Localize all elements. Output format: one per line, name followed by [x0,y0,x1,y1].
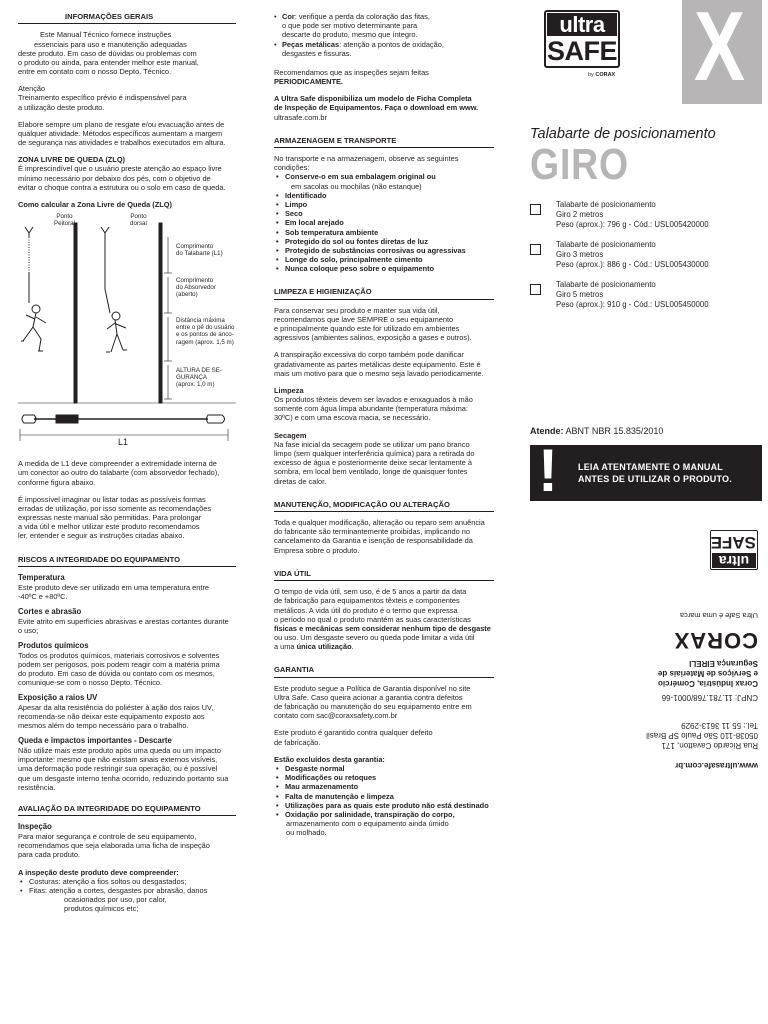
l1-paragraph: A medida de L1 deve compreender a extremidade interna de um conector ao outro do talabarte (com absorvedor fechado), conforme figura abaixo. [18,459,220,487]
queda-text: Não utilize mais este produto após uma queda ou um impacto importante: mesmo que não existam sinais externos visíveis, uma deformação pode restringir sua operação, ou é possível que um desgaste interno tenha ocorrido, reduzindo portanto sua resistência. [18,746,229,792]
vida-util-text: O tempo de vida útil, sem uso, é de 5 anos a partir da data de fabricação para equipamentos têxteis e componentes metálicos. A vida útil do produto é o termo que expressa o período no qual o produto mantém as suas características físicas e mecânicas sem considerar nenhum tipo de desgaste ou uso. Um desgaste severo ou queda pode limitar a vida útil a uma única utilização. [274,587,491,652]
inspecao-title: Inspeção [18,822,52,832]
logo-safe: SAFE [547,36,618,66]
anchor-icon-right [101,227,109,237]
option-checkbox[interactable] [530,244,541,255]
column-2 [274,12,494,837]
manutencao-text: Toda e qualquer modificação, alteração ou reparo sem anuência do fabricante são terminantemente proibidas, implicando no cancelamento da Garantia e isenção de responsabilidade da Empresa sobre o produto. [274,518,485,555]
atende-line: Atende: ABNT NBR 15.835/2010 [530,426,664,436]
label-ponto-dorsal: Ponto dorsal [130,213,147,228]
x-panel [682,0,762,104]
inspection-items: • Cor: verifique a perda da coloração das fitas, o que pode ser motivo determinante para descarte do produto, mesmo que íntegro. • Peças metálicas: atenção a pontos de oxidação, desgastes e fissuras. [274,12,444,58]
big-x-letter: X [694,0,745,101]
periodic-paragraph: Recomendamos que as inspeções sejam feitas PERIODICAMENTE. [274,67,429,87]
list-item: • Utilizações para as quais este produto não está destinado [281,801,494,810]
quimicos-text: Todos os produtos químicos, materiais corrosivos e solventes podem ser perigosos, pois podem reagir com a matéria prima do produto. Em caso de dúvida ou contato com os mesmos, comunique-se com o nosso Depto. Técnico. [18,650,220,688]
uv-title: Exposição a raios UV [18,693,98,703]
anchor-icon-left [25,227,33,237]
secagem-text: Na fase inicial da secagem pode se utilizar um pano branco limpo (sem qualquer interferência química) para a retirada do excesso de água e posteriormente deixe secar lentamente à sombra, em local bem ventilado, longe de quaisquer fontes diretas de calor. [274,439,475,486]
zlq-title: ZONA LIVRE DE QUEDA (ZLQ) [18,155,126,165]
compreender-cont: ocasionados por uso, por calor, produtos químicos etc; [64,895,167,914]
label-comp-absorvedor: Comprimento do Absorvedor (aberto) [176,277,216,299]
resgate-paragraph: Elabore sempre um plano de resgate e/ou evacuação antes de qualquer atividade. Métodos específicos aumentam a margem de segurança nas atividades e trabalhos executados em altura. [18,119,226,148]
excluidos-cont: armazenamento com o equipamento ainda úmido ou molhado. [286,819,449,838]
queda-title: Queda e impactos importantes - Descarte [18,736,172,746]
section-title-avaliacao: AVALIAÇÃO DA INTEGRIDADE DO EQUIPAMENTO [18,804,236,816]
transpiracao-paragraph: A transpiração excessiva do corpo também pode danificar gradativamente as partes metálicas deste equipamento. Este é mais um motivo para que o mesmo seja lavado periodicamente. [274,350,484,378]
uv-text: Apesar da alta resistência do poliéster à ação dos raios UV, recomenda-se não deixar este equipamento exposto aos mesmos além do tempo necessário para o trabalho. [18,702,214,731]
zlq-paragraph: É imprescindível que o usuário preste atenção ao espaço livre mínimo necessário por debaixo dos pés, com o objetivo de evitar o choque contra a estrutura ou o solo em caso de queda. [18,164,226,192]
company-site: www.ultrasafe.com.br [675,761,758,770]
label-altura-seguranca: ALTURA DE SE- GURANÇA (aprox. 1,0 m) [176,367,222,389]
atencao-paragraph: Treinamento específico prévio é indispensável para a utilização deste produto. [18,93,187,112]
list-item: • Nunca coloque peso sobre o equipamento [281,264,494,273]
ficha-url-link[interactable]: ultrasafe.com.br [274,112,327,122]
ultrasafe-logo: ultra SAFE by CORAX [544,10,624,80]
warning-banner: ! LEIA ATENTAMENTE O MANUAL ANTES DE UTILIZAR O PRODUTO. [530,445,762,501]
corax-logo: CORAX [673,628,758,653]
option-checkbox[interactable] [530,204,541,215]
option-checkbox[interactable] [530,284,541,295]
armaz-list [274,172,494,273]
inspecao-text: Para maior segurança e controle de seu equipamento, recomendamos que seja elaborada uma ficha de inspeção para cada produto. [18,832,210,860]
list-item: • Limpo [281,200,494,209]
ficha-paragraph: A Ultra Safe disponibiliza um modelo de Ficha Completa de Inspeção de Equipamentos. Faça o download em www. ultrasafe.com.br [274,94,494,122]
back-cover-info: www.ultrasafe.com.br Rua Ricardo Cavatton, 171 05038-110 São Paulo SP Brasil Tel.: 55 11 3613-2929 CNPJ: 11.781.768/0001-66 Corax Indústria, Comércio e Serviços de Materiais de Segurança EIRELI CORAX Ultra Safe é uma marca ultra SAFE [530,512,762,782]
label-comp-talabarte: Comprimento do Talabarte (L1) [176,243,223,258]
compreender-title: A inspeção deste produto deve compreender: [18,867,179,877]
label-l1: L1 [118,437,129,448]
cortes-title: Cortes e abrasão [18,606,82,616]
section-title-vida-util: VIDA ÚTIL [274,569,494,581]
zlq-calc-title: Como calcular a Zona Livre de Queda (ZLQ) [18,199,173,209]
limpeza-paragraph: Para conservar seu produto e manter sua vida útil, recomendamos que lave SEMPRE o seu equipamento e principalmente quando este for utilizado em ambientes agressivos (ambientes salinos, exposição a gases e outros). [274,305,472,343]
list-item: • Desgaste normal [281,764,494,773]
atencao-title: Atenção [18,84,46,94]
impossivel-paragraph: É impossível imaginar ou listar todas as possíveis formas erradas de utilização, por isso somente as recomendações expressas neste manual são permitidas. Para prolongar a vida útil e melhor utilizar este produto recomendamos ler, entender e seguir as instruções citadas abaixo. [18,494,212,541]
logo-corax: CORAX [595,72,616,78]
excluidos-list [274,764,494,819]
section-title-info: INFORMAÇÕES GERAIS [18,12,236,24]
section-title-armazenagem: ARMAZENAGEM E TRANSPORTE [274,136,494,148]
section-title-limpeza: LIMPEZA E HIGIENIZAÇÃO [274,287,494,299]
list-item: • Sob temperatura ambiente [281,228,494,237]
section-title-riscos: RISCOS A INTEGRIDADE DO EQUIPAMENTO [18,555,236,567]
list-item: • Mau armazenamento [281,782,494,791]
column-1 [18,12,236,913]
excluidos-title: Estão excluídos desta garantia: [274,754,385,764]
compreender-list [18,877,236,895]
section-title-garantia: GARANTIA [274,665,494,677]
list-item: • Fitas: atenção a cortes, desgastes por abrasão, danos [25,886,236,895]
garantido-text: Este produto é garantido contra qualquer defeito de fabricação. [274,728,433,747]
cortes-text: Evite atrito em superfícies abrasivas e arestas cortantes durante o uso; [18,616,229,635]
quimicos-title: Produtos químicos [18,640,89,650]
product-name: GIRO [530,140,629,189]
list-item: • Conserve-o em sua embalagem original ou em sacolas ou mochilas (não estanque) [281,172,494,190]
list-item: • Seco [281,209,494,218]
list-item: • Longe do solo, principalmente cimento [281,255,494,264]
list-item: • Costuras: atenção a fios soltos ou desgastados; [25,877,236,886]
exclamation-icon: ! [538,437,558,504]
list-item: • Em local arejado [281,218,494,227]
product-subtitle: Talabarte de posicionamento [530,126,716,142]
info-paragraph: Este Manual Técnico fornece instruções essenciais para uso e manutenção adequadas deste produto. Em caso de dúvidas ou problemas com o produto ou ainda, para entender melhor este manual, entre em contato com o nosso Depto. Técnico. [18,30,199,77]
armaz-intro: No transporte e na armazenagem, observe as seguintes condições: [274,154,459,173]
limpeza-subtitle: Limpeza [274,385,304,395]
company-cnpj: CNPJ: 11.781.768/0001-66 [661,693,758,702]
secagem-title: Secagem [274,430,307,440]
label-ponto-peitoral: Ponto Peitoral [54,213,75,228]
section-title-manutencao: MANUTENÇÃO, MODIFICAÇÃO OU ALTERAÇÃO [274,500,494,512]
label-distancia: Distância máxima entre o pé do usuário e os pontos de anco- ragem (aprox. 1,5 m) [176,317,235,346]
list-item: • Oxidação por salinidade, transpiração do corpo, [281,810,494,819]
logo-ultra: ultra [547,13,617,36]
list-item: • Falta de manutenção e limpeza [281,792,494,801]
ultrasafe-logo-small: ultra SAFE [710,530,758,570]
garantia-text: Este produto segue a Política de Garantia disponível no site Ultra Safe. Caso queira acionar a garantia contra defeitos de fabricação ou manutenção do seu equipamento entre em contato com sac@coraxsafety.com.br [274,683,472,721]
list-item: • Identificado [281,191,494,200]
zlq-figure [18,213,236,451]
list-item: • Protegido do sol ou fontes diretas de luz [281,237,494,246]
list-item: • Modificações ou retoques [281,773,494,782]
list-item: • Protegido de substâncias corrosivas ou agressivas [281,246,494,255]
temperatura-title: Temperatura [18,572,65,582]
temperatura-text: Este produto deve ser utilizado em uma temperatura entre -40ºC e +80ºC. [18,582,210,601]
limpeza-text: Os produtos têxteis devem ser lavados e enxaguados à mão somente com água limpa abundante (temperatura máxima: 30ºC) e com uma escova macia, se necessário. [274,395,473,423]
